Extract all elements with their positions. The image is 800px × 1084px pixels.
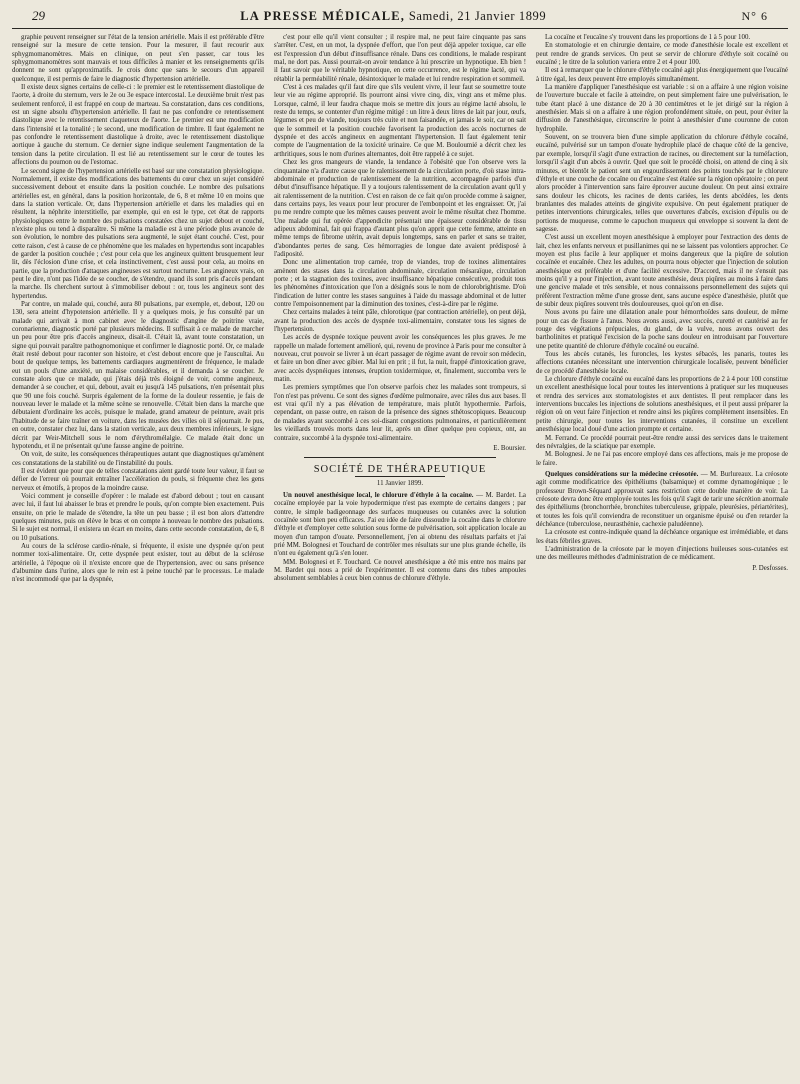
column-3-continuation — [536, 529, 788, 562]
paragraph: C'est aussi un excellent moyen anesthésique à employer pour l'extraction des dents de lait, chez les enfants nerveux et pusillanimes qui ne se laissent pas volontiers approcher. Ce moyen est plus facile à leur appliquer et moins dangereux que la piqûre de solution cocaïnée et eucaïnée. Chez les adultes, on pourra nous objecter que l'injection de solution anesthésique est préférable et d'une facilité excessive. D'accord, mais il ne s'ensuit pas moins qu'il y a pour l'injection, avant toute anesthésie, deux piqûres au moins à faire dans une gencive malade et très sensible, et nous connaissons personnellement des sujets qui préfèrent l'extraction même d'une grosse dent, sans aucune espèce d'anesthésie, plutôt que de subir deux piqûres souvent très douloureuses, quoi qu'on en dise. — [536, 234, 788, 308]
paragraph: Il est évident que pour que de telles constatations aient gardé toute leur valeur, il faut se défier de l'erreur où pourrait entraîner l'accélération du pouls, si fréquente chez les gens nerveux et émotifs, à propos de la moindre cause. — [12, 467, 264, 492]
column-3 — [536, 34, 788, 1084]
journal-date: Samedi, 21 Janvier 1899 — [405, 9, 547, 23]
running-header — [12, 8, 788, 29]
column-2-body — [274, 34, 526, 443]
article-text: — M. Bardet. La cocaïne employée par la voie hypodermique n'est pas exempte de certains dangers ; par contre, le simple badigeonnage des surfaces muqueuses ou cutanées avec la solution cocaïnée sont bien peu efficaces. J'ai eu idée de faire dissoudre la cocaïne dans le chlorure d'éthyle et d'employer cette solution sous forme de pulvérisation, soit application locale au moyen d'un tampon d'ouate. Personnellement, j'en ai obtenu des résultats parfaits et j'ai prié MM. Bolognesi et Touchard de contrôler mes résultats sur une plus grande échelle, ils n'ont eu également qu'à s'en louer. — [274, 491, 526, 558]
page-number: 29 — [32, 8, 45, 23]
paragraph: c'est pour elle qu'il vient consulter ; il respire mal, ne peut faire cinquante pas sans s'arrêter. C'est, en un mot, la dyspnée d'effort, que l'on peut déjà appeler toxique, car elle est l'expression d'un début d'insuffisance rénale. Dans ces conditions, le malade respirant mal, ne dort pas. Aussi pourrait-on avoir tendance à lui prescrire un hypnotique. Eh bien ! il faut savoir que le véritable hypnotique, en cette occurrence, est le régime lacté, qui va rétablir la perméabilité rénale, désintoxiquer le malade et lui rendre respiration et sommeil. — [274, 34, 526, 83]
author-signature: E. Boursier. — [493, 444, 526, 452]
paragraph: Donc une alimentation trop carnée, trop de viandes, trop de toxines alimentaires amènent des stases dans la circulation abdominale, circulation mésaraïque, circulation porte ; et la stagnation des toxines, avec insuffisance hépatique consécutive, produit tous les phénomènes d'intoxication que l'on a désignés sous le nom de chlorobrightisme. D'où l'indication de lutter contre les stases sanguines à l'aide du massage abdominal et de lutter contre l'empoisonnement par la diminution des toxines, c'est-à-dire par le régime. — [274, 259, 526, 308]
paragraph: Chez les gros mangeurs de viande, la tendance à l'obésité que l'on observe vers la cinquantaine n'a d'autre cause que le ralentissement de la circulation porte, d'où stase intra-abdominale et production de ralentissement de la nutrition, accompagnée parfois d'un début d'insuffisance hépatique. Il y a toujours ralentissement de la circulation avant qu'il y ait ralentissement de la nutrition. C'est en raison de ce fait qu'on procède comme à saigner, dans certains pays, les veaux pour leur procurer de l'embonpoint et les engraisser. Or, j'ai pu me rendre compte que les mêmes causes peuvent avoir le même résultat chez l'homme. Une malade qui fut opérée d'appendicite présentait une épaisseur considérable de tissu adipeux abdominal, fait qui frappa d'autant plus qu'on apprit que cette femme, atteinte en même temps de fibrome utérin, avait depuis longtemps, sans en parler et sans se traiter, d'abondantes pertes de sang. Ces hémorragies de longue date avaient prédisposé à l'adiposité. — [274, 159, 526, 258]
paragraph: C'est à ces malades qu'il faut dire que s'ils veulent vivre, il leur faut se soumettre toute leur vie au régime approprié. Ils pourront ainsi vivre cinq, dix, vingt ans et même plus. Lorsque, calmé, il leur faudra chaque mois se mettre dix jours au régime lacté absolu, le reste du temps, se contenter d'un régime mitigé : un litre à deux litres de lait par jour, œufs, légumes et peu de viande, toujours très cuite et non faisandée, et jamais le soir, car on sait que le sommeil et la position couchée favorisent la production des accès nocturnes de dyspnée et des accès angineux en augmentant l'hypertension. Il faut également tenir compte de l'augmentation de la toxicité urinaire. Ce que M. Bouloumié a décrit chez les arthritiques, sous le nom d'urines alternantes, doit être rappelé à ce sujet. — [274, 84, 526, 158]
paragraph: On voit, de suite, les conséquences thérapeutiques autant que diagnostiques qu'amènent ces constatations de la stabilité ou de l'instabilité du pouls. — [12, 451, 264, 467]
paragraph: Les premiers symptômes que l'on observe parfois chez les malades sont trompeurs, si l'on n'est pas prévenu. Ce sont des signes d'œdème pulmonaire, avec râles dus aux bases. Il est vrai qu'il n'y a pas élévation de température, mais plutôt hypothermie. Parfois, cependant, on passe outre, en raison de la présence des signes sthétoscopiques. Beaucoup de malades ayant succombé à ces soi-disant congestions pulmonaires, et particulièrement les vieillards trouvés morts dans leur lit, après un dîner quelque peu copieux, ont, au contraire, succombé à la dyspnée toxi-alimentaire. — [274, 384, 526, 442]
paragraph: La cocaïne et l'eucaïne s'y trouvent dans les proportions de 1 à 5 pour 100. — [545, 34, 751, 41]
paragraph: graphie peuvent renseigner sur l'état de la tension artérielle. Mais il est préférable d'être renseigné sur la mesure de cette tension. Pour la mesurer, il faut recourir aux sphygmomanomètres. Mais en clinique, on peut s'en passer, car tous les sphygmomanomètres sont mauvais et tous difficiles à manier et les renseignements qu'ils donnent ne sont qu'approximatifs. Je crois donc que sans le secours d'un appareil quelconque, il est permis de faire le diagnostic d'hypertension artérielle. — [12, 34, 264, 83]
section-heading: SOCIÉTÉ DE THÉRAPEUTIQUE — [313, 463, 487, 475]
journal-title: LA PRESSE MÉDICALE, — [240, 9, 406, 23]
article-title: Quelques considérations sur la médecine créosotée. — [545, 470, 699, 478]
column-2 — [274, 34, 526, 1084]
column-1 — [12, 34, 264, 1084]
issue-number: N° 6 — [741, 9, 768, 23]
paragraph: Souvent, on se trouvera bien d'une simple application du chlorure d'éthyle cocaïné, eucaïné, pulvérisé sur un tampon d'ouate hydrophile placé de chaque côté de la gencive, par exemple, lorsqu'il s'agit d'une extraction de racines, ou directement sur la tuméfaction, lorsqu'il s'agit d'un abcès à ouvrir. Quel que soit le procédé choisi, on attend de cinq à six minutes, et bientôt le patient sent un engourdissement des points touchés par le chlorure d'éthyle et une couche de cocaïne ou d'eucaïne s'est étalée sur la région opératoire ; on peut alors procéder à l'intervention sans faire éprouver aucune douleur. On peut ainsi extraire sans douleur les chicots, les racines de dents cariées, les dents abcédées, les dents branlantes des malades atteints de gingivite expulsive. On peut également pratiquer de petites interventions chirurgicales, telles que ouvertures d'abcès, excision d'épulis ou de portions de muqueuse, comme le capuchon muqueux qui enveloppe si souvent la dent de sagesse. — [536, 134, 788, 233]
paragraph: M. Ferrand. Ce procédé pourrait peut-être rendre aussi des services dans le traitement des névralgies, de la sciatique par exemple. — [536, 434, 788, 450]
article-text: — M. Burlureaux. La créosote agit comme modificatrice des épithéliums (balsamique) et comme dynamogénique ; le professeur Brown-Séquard approuvait sans restriction cette double manière de voir. La créosote devra donc être employée toutes les fois qu'il s'agit de tarir une sécrétion anormale des épithéliums (bronchorrhée, bronchites tuberculeuse, grippale, pleurésies, périartérites), et toutes les fois qu'il conviendra de reconstituer un organisme épuisé ou d'en retarder la déchéance (tuberculose, neurasthénie, cachexie paludéenne). — [536, 470, 788, 528]
session-date: 11 Janvier 1899. — [376, 478, 424, 487]
paragraph: En stomatologie et en chirurgie dentaire, ce mode d'anesthésie locale est excellent et peut rendre de grands services. On peut se servir de chlorure d'éthyle soit cocaïné ou eucaïné ; le titre de la solution variera entre 2 et 4 pour 100. — [536, 42, 788, 67]
journal-header — [240, 9, 546, 24]
paragraph: Par contre, un malade qui, couché, aura 80 pulsations, par exemple, et, debout, 120 ou 130, sera atteint d'hypotension artérielle. Il y a quelques mois, je fus consulté par un malade qui arrivait à mon cabinet avec le diagnostic d'angine de poitrine vraie, coronarienne, diagnostic porté par plusieurs médecins. Il suffisait à ce malade de marcher un peu pour être pris d'accès angineux, disait-il. C'était là, avant toute constatation, un signe qui pouvait paraître pathognomonique et confirmer le diagnostic porté. Or, ce malade était resté debout pour raconter son histoire, et c'est debout encore que je l'auscultai. Au bout de quelque temps, les battements cardiaques augmentèrent de fréquence, le malade eut un pouls d'une anxiété, un malaise considérables, et il demanda à se coucher. Je constate alors que ce malade, qui j'étais déjà très éloigné de voir, comme angineux, demander à se coucher, et qui, debout, avait eu jusqu'à 145 pulsations, n'en présentait plus que 90 une fois couché. Surpris également de la forme de la douleur ressentie, je fais de nouveau lever le malade et la même scène se renouvelle. C'était bien dans la marche que débutaient d'ordinaire les accès, puisque le malade, grand amateur de peinture, avait pris l'habitude de se faire traîner en voiture, dans les musées des villes où il séjournait. Je pus, en outre, constater chez lui, dans la station verticale, aux deux membres inférieurs, le signe décrit par Weir-Mitchell sous le nom d'érythromélalgie. Ce malade était donc un hypotendu, et il ne présentait qu'une fausse angine de poitrine. — [12, 301, 264, 450]
article-paragraph — [274, 492, 526, 559]
section-divider — [304, 457, 496, 458]
paragraph: Au cours de la sclérose cardio-rénale, si fréquente, il existe une dyspnée qu'on peut nommer toxi-alimentaire. Or, cette dyspnée peut exister, tout au début de la sclérose artérielle, à l'époque où il n'existe encore que de l'hypertension, avec ou sans présence d'albumine dans l'urine, alors que le rein est à peine touché par le processus. Le malade n'est incommodé que par la dyspnée, — [12, 542, 264, 584]
paragraph: L'administration de la créosote par le moyen d'injections huileuses sous-cutanées est une des meilleures méthodes d'administration de ce médicament. — [536, 545, 788, 562]
paragraph: La créosote est contre-indiquée quand la déchéance organique est irrémédiable, et dans les états fébriles graves. — [536, 529, 788, 545]
text-columns — [12, 34, 788, 1084]
paragraph: La manière d'appliquer l'anesthésique est variable : si on a affaire à une région voisine de l'ouverture buccale et facile à atteindre, on peut simplement faire une pulvérisation, le tube étant placé à une distance de 20 à 30 centimètres et le jet dirigé sur la région à anesthésier. Mais si on a affaire à une région profondément située, on peut, pour éviter la diffusion de l'anesthésique, circonscrire le point à anesthésier d'une couronne de coton hydrophile. — [536, 84, 788, 133]
paragraph: MM. Bolognesi et F. Touchard. Ce nouvel anesthésique a été mis entre nos mains par M. Bardet qui nous a prié de l'expérimenter. Il est contenu dans des tubes ampoules absolument semblables à ceux bien connus de chlorure d'éthyle. — [274, 558, 526, 583]
section-heading-underline — [355, 476, 445, 477]
paragraph: Le chlorure d'éthyle cocaïné ou eucaïné dans les proportions de 2 à 4 pour 100 constitue un excellent anesthésique local pour toutes les interventions à pratiquer sur les muqueuses et rendra des services aux stomatologistes et aux dentistes. Il peut remplacer dans les interventions buccales les injections de solutions anesthésiques, et il peut aussi préparer la région où on veut faire l'injection et rendre ainsi les piqûres complètement insensibles. En petite chirurgie, pour toutes les interventions cutanées, il constitue un excellent anesthésique local doué d'une action prompte et certaine. — [536, 376, 788, 434]
paragraph: Les accès de dyspnée toxique peuvent avoir les conséquences les plus graves. Je me rappelle un malade fortement amélioré, qui, revenu de province à Paris pour me consulter à nouveau, crut pouvoir se livrer à un écart passager de régime avant de revoir son médecin, et faire un bon dîner avec gibier. Mal lui en prit ; il fut, la nuit, frappé d'intoxication grave, avec accès dyspnéiques intenses, éruption toxidermique, et, finalement, succomba vers le matin. — [274, 334, 526, 384]
paragraph: Chez certains malades à teint pâle, chlorotique (par contraction artérielle), on peut déjà, avant la production des accès de dyspnée toxi-alimentaire, constater tous les signes de l'hypertension. — [274, 309, 526, 334]
paragraph: Nous avons pu faire une dilatation anale pour hémorrhoïdes sans douleur, de même pour un cas de fissure à l'anus. Nous avons aussi, avec succès, curetté et cautérisé au fer rouge des végétations prépuciales, du gland, de la vulve, nous avons ouvert des bartholinites et pratiqué l'excision de la poche sans douleur en introduisant par l'ouverture une petite quantité de chlorure d'éthyle cocaïné ou eucaïné. — [536, 309, 788, 350]
paragraph: Tous les abcès cutanés, les furoncles, les kystes sébacés, les panaris, toutes les affections cutanées nécessitant une intervention chirurgicale localisée, peuvent bénéficier de ce procédé d'anesthésie locale. — [536, 351, 788, 375]
paragraph: Voici comment je conseille d'opérer : le malade est d'abord debout ; tout en causant avec lui, il faut lui abaisser le bras et prendre le pouls, qu'on compte bien exactement. Puis ensuite, on prie le malade de s'étendre, la tête un peu basse ; il est bon alors d'attendre quelques minutes, puis on élève le bras et on compte à nouveau le nombre des pulsations. Si le sujet est normal, il existera un écart en moins, dans cette seconde constatation, de 6, 8 ou 10 pulsations. — [12, 492, 264, 542]
author-signature: P. Desfosses. — [752, 564, 788, 572]
article-paragraph — [536, 471, 788, 529]
article-title: Un nouvel anesthésique local, le chlorure d'éthyle à la cocaïne. — [283, 491, 474, 499]
column-3-body — [536, 34, 788, 468]
paragraph: Il est à remarquer que le chlorure d'éthyle cocaïné agit plus énergiquement que l'eucaïné à titre égal, les deux peuvent être employés simultanément. — [536, 67, 788, 83]
paragraph: M. Bolognesi. Je ne l'ai pas encore employé dans ces affections, mais je me propose de le faire. — [536, 451, 788, 467]
paragraph: Le second signe de l'hypertension artérielle est basé sur une constatation physiologique. Normalement, il existe des modifications des battements du cœur chez un sujet considéré successivement debout et ensuite dans la position couchée. Le nombre des pulsations artérielles est, en général, dans la position horizontale, de 6, 8 et même 10 en moins que dans la station verticale. Or, dans l'hypertension artérielle et dans les maladies qui en résultent, la néphrite interstitielle, par exemple, qui en est le type, cet état de rapports physiologiques entre le nombre des pulsations constatées chez un sujet debout et couché, n'existe plus ou tend à disparaître. Si même la maladie est à une période plus avancée de son évolution, le nombre des pulsations sera augmenté, le sujet étant couché. C'est, pour cette raison, c'est à cause de ce phénomène que les malades en hypertendus sont incapables de garder la position couchée ; c'est pour cela que les angineux quittent brusquement leur lit, dès l'éclosion d'une crise, et cela instinctivement, c'est aussi pour cela, au moins en partie, que la production d'attaques angineuses est surtout nocturne. Les angineux vrais, on peut le dire, n'ont pas l'idée de se coucher, de s'étendre, quand ils sont pris d'accès pendant la marche. Ils cherchent surtout à s'immobiliser debout : or, tous les angineux sont des hypertendus. — [12, 167, 264, 300]
paragraph: Il existe deux signes certains de celle-ci : le premier est le retentissement diastolique de l'aorte, à droite du sternum, vers le 2e ou 3e espace intercostal. Le deuxième bruit n'est pas seulement renforcé, il est frappé en coup de marteau. Sa constatation, dans ces conditions, est un signe absolu d'hypertension artérielle. Il faut ne pas confondre ce retentissement diastolique avec le retentissement claqueteux de l'aorte. Le premier est une modification dans l'intensité et la tonalité ; le second, une modification de timbre. Il faut également ne pas confondre le retentissement diastolique à droite, avec le retentissement diastolique aortique à gauche du sternum. Ce dernier signe indique seulement l'augmentation de la tension dans la petite circulation. Il est lié au retentissement sur le cœur de toutes les affections du poumon ou de l'estomac. — [12, 84, 264, 167]
column-2-continuation — [274, 559, 526, 584]
